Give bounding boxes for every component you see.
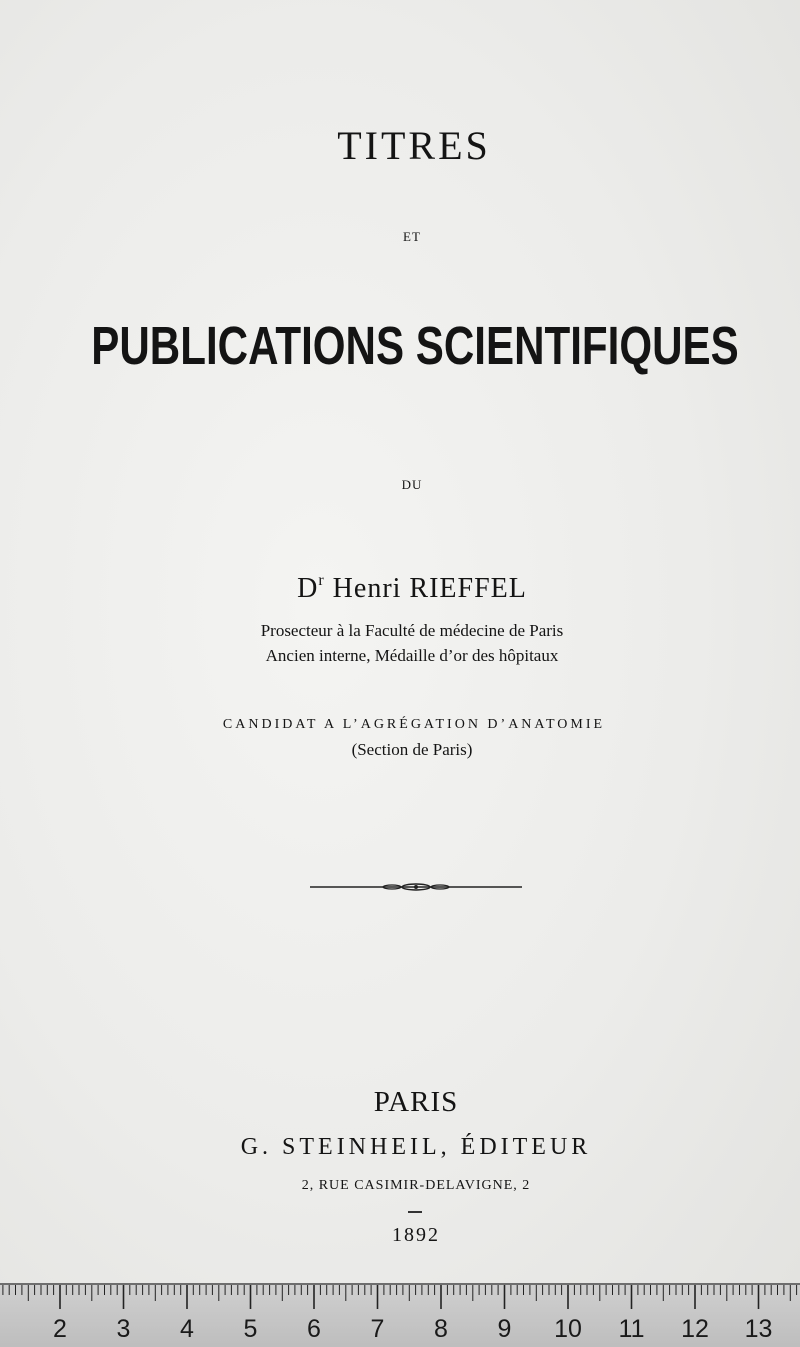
ruler-number: 4 [180,1315,194,1343]
ornamental-rule [310,880,522,894]
ruler-number: 10 [554,1315,582,1343]
ruler-number: 13 [744,1315,773,1343]
author-name: Henri RIEFFEL [332,573,527,604]
candidacy-line: CANDIDAT A L’AGRÉGATION D’ANATOMIE [222,717,606,732]
imprint-address: 2, RUE CASIMIR-DELAVIGNE, 2 [301,1178,531,1193]
author-honorific-superscript: r [318,572,325,589]
author-role-line-1: Prosecteur à la Faculté de médecine de Paris [260,621,564,640]
ruler-number: 12 [681,1315,709,1343]
ruler-number: 11 [618,1315,645,1343]
title-preposition: DU [401,477,423,492]
measuring-ruler [0,1283,800,1347]
ruler-number: 6 [307,1315,321,1343]
author-name-line [12,572,800,605]
ruler-number: 9 [497,1315,512,1343]
title-line-publications: PUBLICATIONS SCIENTIFIQUES [91,316,739,376]
ruler-number: 2 [53,1315,67,1343]
year-rule [408,1211,422,1213]
section-line: (Section de Paris) [351,740,473,759]
ruler-number: 5 [243,1315,258,1343]
title-connector: ET [403,229,421,244]
imprint-publisher: G. STEINHEIL, ÉDITEUR [240,1134,592,1160]
author-role-line-2: Ancien interne, Médaille d’or des hôpitaux [265,646,559,665]
ruler-ticks [0,1285,800,1315]
imprint-city: PARIS [373,1086,459,1118]
ruler-number: 3 [116,1315,131,1343]
imprint-year: 1892 [392,1224,440,1246]
ruler-number: 7 [370,1315,385,1343]
title-line-titres: TITRES [337,123,491,168]
ruler-number: 8 [434,1315,448,1343]
author-honorific: D [297,573,319,604]
